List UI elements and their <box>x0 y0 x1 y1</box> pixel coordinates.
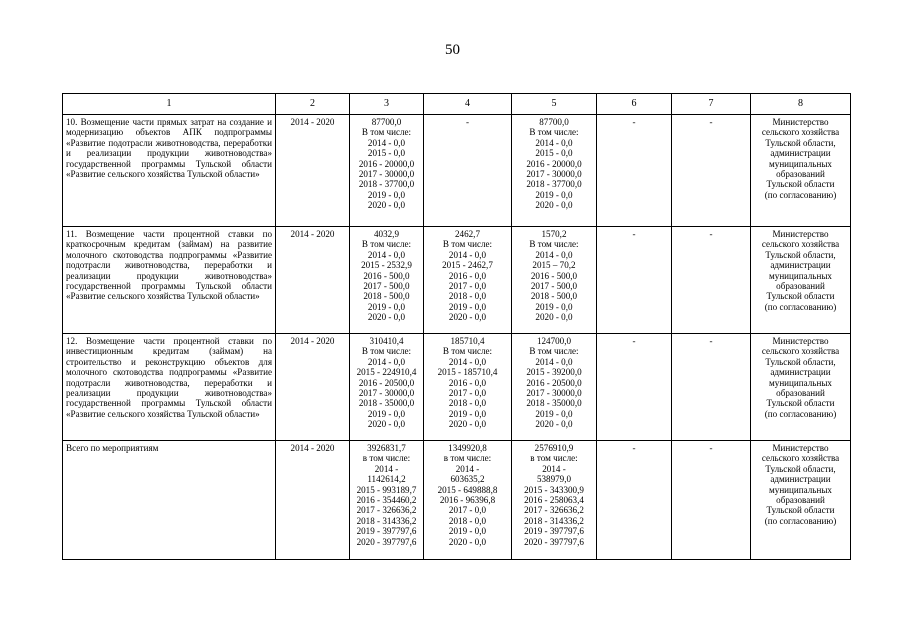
col-header-1: 1 <box>63 94 276 115</box>
responsible-cell-line: Тульской области, <box>765 356 836 367</box>
table-row <box>63 115 851 227</box>
total-funding-cell-line: 2017 - 30000,0 <box>358 169 415 180</box>
funding-col5-cell-line: В том числе: <box>529 239 579 250</box>
funding-col5-cell-line: 2016 - 20500,0 <box>526 377 582 388</box>
funding-col4-cell-line: 603635,2 <box>450 474 485 485</box>
funding-col4-cell-line: 185710,4 <box>450 336 485 346</box>
responsible-cell-line: сельского хозяйства <box>761 453 840 464</box>
funding-col4-cell-line: 2019 - 0,0 <box>448 526 487 537</box>
funding-col4-cell-line: 2019 - 0,0 <box>448 408 487 419</box>
funding-col5-cell-line: 87700,0 <box>539 117 569 127</box>
funding-col5-cell-line: 2015 - 343300,9 <box>524 484 584 495</box>
measure-description: Всего по мероприятиям <box>63 441 276 560</box>
funding-col5-cell <box>512 227 597 334</box>
funding-col4-cell-line: 2017 - 0,0 <box>448 388 487 399</box>
funding-col5-cell-line: 2016 - 258063,4 <box>524 495 584 506</box>
responsible-cell-line: образований <box>776 388 825 399</box>
funding-col5-cell-line: 2020 - 0,0 <box>535 200 573 211</box>
funding-col5-cell-line: 124700,0 <box>536 336 572 346</box>
funding-col5-cell-line: 2015 – 70,2 <box>532 260 576 271</box>
funding-col4-cell-line: 2020 - 0,0 <box>448 536 487 547</box>
funding-col5-cell-line: 2018 - 37700,0 <box>526 179 582 190</box>
funding-col5-cell-line: 2016 - 500,0 <box>530 270 578 281</box>
total-funding-cell-line: 2020 - 0,0 <box>367 200 406 211</box>
funding-col5-cell-line: 2015 - 39200,0 <box>526 367 582 378</box>
funding-col5-cell-line: 2020 - 0,0 <box>535 312 573 323</box>
measures-table <box>62 93 851 560</box>
responsible-cell-line: Тульской области, <box>765 137 836 148</box>
funding-col5-cell-line: 2017 - 500,0 <box>530 281 578 292</box>
col6-cell: - <box>597 334 672 441</box>
responsible-cell-line: (по согласованию) <box>764 189 837 200</box>
responsible-cell-line: Тульской области, <box>765 463 836 474</box>
funding-col5-cell-line: 2018 - 314336,2 <box>524 515 584 526</box>
col-header-3: 3 <box>350 94 424 115</box>
funding-col4-cell-line: 1349920,8 <box>448 443 487 453</box>
total-funding-cell-line: 2016 - 500,0 <box>363 270 410 281</box>
responsible-cell <box>751 115 851 227</box>
funding-col4-cell-line: 2018 - 0,0 <box>448 291 487 302</box>
table-row <box>63 227 851 334</box>
measure-description: 11. Возмещение части процентной ставки по краткосрочным кредитам (займам) на развитие молочного скотоводства подпрограммы «Развитие подотрасли животноводства, переработки и реализации продукции животноводства» государственной программы Тульской области «Развитие сельского хозяйства Тульской области» <box>63 227 276 334</box>
col6-cell: - <box>597 115 672 227</box>
funding-col5-cell-line: 2014 - 0,0 <box>535 356 573 367</box>
col6-cell: - <box>597 441 672 560</box>
total-funding-cell-line: 2018 - 500,0 <box>363 291 410 302</box>
funding-col5-cell-line: 1570,2 <box>541 229 567 239</box>
total-funding-cell-line: 2015 - 993189,7 <box>356 484 417 495</box>
col-header-2: 2 <box>276 94 350 115</box>
funding-col5-cell-line: 2017 - 30000,0 <box>526 169 582 180</box>
responsible-cell-line: администрации <box>770 148 831 159</box>
page-number: 50 <box>445 42 460 58</box>
funding-col4-cell-line: 2020 - 0,0 <box>448 419 487 430</box>
funding-col4-cell-line: 2020 - 0,0 <box>448 312 487 323</box>
responsible-cell-line: Тульской области <box>766 291 835 302</box>
responsible-cell-line: муниципальных <box>769 377 832 388</box>
total-funding-cell-line: 87700,0 <box>371 117 402 127</box>
col7-cell: - <box>672 441 751 560</box>
total-funding-cell <box>350 227 424 334</box>
funding-col4-cell-line: В том числе: <box>442 346 493 357</box>
funding-col5-cell-line: 2016 - 20000,0 <box>526 158 582 169</box>
funding-col4-cell-line: 2017 - 0,0 <box>448 505 487 516</box>
funding-col4-cell-line: 2016 - 0,0 <box>448 377 487 388</box>
total-funding-cell <box>350 334 424 441</box>
total-funding-cell-line: 2014 - 0,0 <box>367 137 406 148</box>
funding-col5-cell-line: 2020 - 0,0 <box>535 419 573 430</box>
responsible-cell-line: администрации <box>770 367 831 378</box>
funding-col5-cell <box>512 441 597 560</box>
total-funding-cell-line: 2020 - 397797,6 <box>356 536 417 547</box>
responsible-cell-line: муниципальных <box>769 158 832 169</box>
funding-col4-cell-line: в том числе: <box>443 453 492 464</box>
funding-col5-cell-line: 2019 - 0,0 <box>535 189 573 200</box>
funding-col4-cell-line: 2462,7 <box>454 229 480 239</box>
total-funding-cell-line: 2017 - 326636,2 <box>356 505 417 516</box>
funding-col5-cell <box>512 334 597 441</box>
funding-col4-cell-line: 2018 - 0,0 <box>448 398 487 409</box>
funding-col4-cell-line: 2015 - 185710,4 <box>437 367 498 378</box>
funding-col4-cell <box>424 227 512 334</box>
total-funding-cell-line: 2017 - 30000,0 <box>358 388 415 399</box>
col6-cell: - <box>597 227 672 334</box>
total-funding-cell-line: 2016 - 20500,0 <box>358 377 415 388</box>
responsible-cell-line: (по согласованию) <box>764 301 837 312</box>
total-funding-cell-line: 4032,9 <box>373 229 399 239</box>
funding-col5-cell-line: 2017 - 30000,0 <box>526 388 582 399</box>
total-funding-cell-line: в том числе: <box>362 453 411 464</box>
total-funding-cell-line: 2015 - 0,0 <box>367 148 406 159</box>
total-funding-cell-line: 2019 - 397797,6 <box>356 526 417 537</box>
total-funding-cell-line: 2015 - 224910,4 <box>356 367 417 378</box>
total-funding-cell-line: В том числе: <box>361 346 412 357</box>
funding-col5-cell-line: 2018 - 35000,0 <box>526 398 582 409</box>
total-funding-cell-line: 2015 - 2532,9 <box>361 260 412 271</box>
total-funding-cell-line: 2018 - 37700,0 <box>358 179 415 190</box>
funding-col5-cell-line: 2014 - 0,0 <box>535 137 573 148</box>
funding-col5-cell-line: 2020 - 397797,6 <box>524 536 584 547</box>
funding-col5-cell-line: В том числе: <box>529 127 579 138</box>
total-funding-cell-line: 2017 - 500,0 <box>363 281 410 292</box>
total-funding-cell-line: 2018 - 35000,0 <box>358 398 415 409</box>
funding-col4-cell <box>424 115 512 227</box>
responsible-cell-line: Министерство <box>772 229 829 239</box>
responsible-cell-line: Министерство <box>772 336 829 346</box>
responsible-cell-line: (по согласованию) <box>764 515 837 526</box>
funding-col5-cell-line: 2018 - 500,0 <box>530 291 578 302</box>
funding-col4-cell-line: В том числе: <box>442 239 493 250</box>
col-header-6: 6 <box>597 94 672 115</box>
measure-description: 10. Возмещение части прямых затрат на создание и модернизацию объектов АПК подпрограммы «Развитие подотрасли животноводства, переработки и реализации продукции животноводства» государственной программы Тульской области «Развитие сельского хозяйства Тульской области» <box>63 115 276 227</box>
total-funding-cell-line: 2014 - 0,0 <box>367 249 406 260</box>
total-funding-cell-line: 2020 - 0,0 <box>367 312 406 323</box>
responsible-cell-line: сельского хозяйства <box>761 127 840 138</box>
responsible-cell-line: муниципальных <box>769 270 832 281</box>
total-funding-cell-line: В том числе: <box>361 239 412 250</box>
funding-col5-cell-line: 2014 - <box>542 463 566 474</box>
col7-cell: - <box>672 334 751 441</box>
responsible-cell-line: образований <box>776 169 825 180</box>
funding-col5-cell-line: В том числе: <box>529 346 579 357</box>
funding-col4-cell-line: 2015 - 649888,8 <box>437 484 498 495</box>
funding-col5-cell-line: 2019 - 0,0 <box>535 301 573 312</box>
funding-col5-cell-line: 2017 - 326636,2 <box>524 505 584 516</box>
responsible-cell-line: сельского хозяйства <box>761 346 840 357</box>
funding-col5-cell-line: 2014 - 0,0 <box>535 249 573 260</box>
col-header-7: 7 <box>672 94 751 115</box>
responsible-cell-line: Тульской области, <box>765 249 836 260</box>
responsible-cell-line: образований <box>776 495 825 506</box>
total-funding-cell-line: 310410,4 <box>369 336 404 346</box>
total-funding-cell-line: 2014 - 0,0 <box>367 356 406 367</box>
responsible-cell <box>751 227 851 334</box>
table-row <box>63 441 851 560</box>
funding-col5-cell-line: 2576910,9 <box>534 443 574 453</box>
funding-col4-cell-line: 2019 - 0,0 <box>448 301 487 312</box>
funding-col4-cell-line: 2015 - 2462,7 <box>442 260 493 271</box>
total-funding-cell-line: 2014 - <box>374 463 399 474</box>
funding-col5-cell-line: 2015 - 0,0 <box>535 148 573 159</box>
responsible-cell-line: администрации <box>770 260 831 271</box>
period-cell: 2014 - 2020 <box>276 115 350 227</box>
funding-col4-cell <box>424 334 512 441</box>
total-funding-cell-line: 1142614,2 <box>367 474 406 485</box>
col-header-4: 4 <box>424 94 512 115</box>
responsible-cell <box>751 334 851 441</box>
total-funding-cell-line: 2016 - 354460,2 <box>356 495 417 506</box>
responsible-cell-line: Тульской области <box>766 179 835 190</box>
total-funding-cell <box>350 441 424 560</box>
col7-cell: - <box>672 227 751 334</box>
table-row <box>63 334 851 441</box>
responsible-cell-line: Тульской области <box>766 398 835 409</box>
funding-col4-cell-line: 2016 - 0,0 <box>448 270 487 281</box>
responsible-cell-line: Министерство <box>772 443 829 453</box>
col-header-5: 5 <box>512 94 597 115</box>
funding-col5-cell-line: 538979,0 <box>536 474 572 485</box>
funding-col5-cell <box>512 115 597 227</box>
funding-col5-cell-line: в том числе: <box>530 453 578 464</box>
responsible-cell-line: сельского хозяйства <box>761 239 840 250</box>
table-body <box>63 115 851 560</box>
funding-col4-cell <box>424 441 512 560</box>
header-row <box>63 94 851 115</box>
responsible-cell-line: Тульской области <box>766 505 835 516</box>
responsible-cell-line: Министерство <box>772 117 829 127</box>
responsible-cell-line: муниципальных <box>769 484 832 495</box>
responsible-cell <box>751 441 851 560</box>
period-cell: 2014 - 2020 <box>276 334 350 441</box>
total-funding-cell-line: 2020 - 0,0 <box>367 419 406 430</box>
responsible-cell-line: образований <box>776 281 825 292</box>
total-funding-cell-line: 2019 - 0,0 <box>367 301 406 312</box>
funding-col5-cell-line: 2019 - 0,0 <box>535 408 573 419</box>
col-header-8: 8 <box>751 94 851 115</box>
total-funding-cell-line: В том числе: <box>361 127 412 138</box>
funding-col4-cell-line: 2017 - 0,0 <box>448 281 487 292</box>
responsible-cell-line: (по согласованию) <box>764 408 837 419</box>
total-funding-cell-line: 2019 - 0,0 <box>367 408 406 419</box>
total-funding-cell-line: 2019 - 0,0 <box>367 189 406 200</box>
measure-description: 12. Возмещение части процентной ставки по инвестиционным кредитам (займам) на строительство и реконструкцию объектов для молочного скотоводства подпрограммы «Развитие подотрасли животноводства, переработки и реализации продукции животноводства» государственной программы Тульской области «Развитие сельского хозяйства Тульской области» <box>63 334 276 441</box>
responsible-cell-line: администрации <box>770 474 831 485</box>
period-cell: 2014 - 2020 <box>276 441 350 560</box>
funding-col4-cell-line: 2016 - 96396,8 <box>439 495 496 506</box>
total-funding-cell-line: 3926831,7 <box>367 443 406 453</box>
total-funding-cell-line: 2018 - 314336,2 <box>356 515 417 526</box>
funding-col4-cell-line: 2014 - 0,0 <box>448 249 487 260</box>
period-cell: 2014 - 2020 <box>276 227 350 334</box>
funding-col4-cell-line: 2018 - 0,0 <box>448 515 487 526</box>
total-funding-cell-line: 2016 - 20000,0 <box>358 158 415 169</box>
funding-col4-cell-line: 2014 - 0,0 <box>448 356 487 367</box>
total-funding-cell <box>350 115 424 227</box>
funding-col5-cell-line: 2019 - 397797,6 <box>524 526 584 537</box>
col7-cell: - <box>672 115 751 227</box>
funding-col4-cell-line: 2014 - <box>455 463 480 474</box>
funding-col4-cell-line: - <box>465 117 470 127</box>
